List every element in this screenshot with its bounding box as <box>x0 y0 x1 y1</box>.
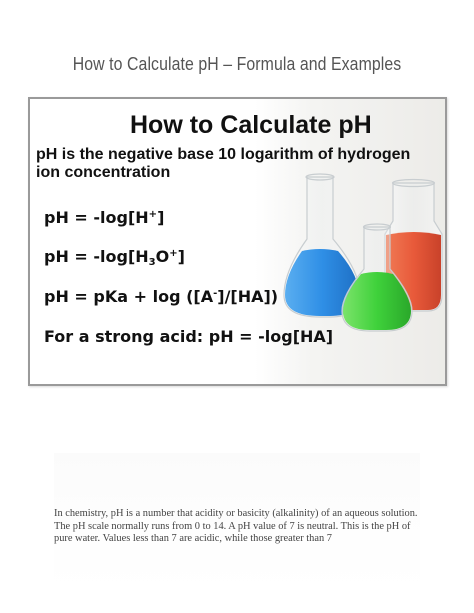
formula-henderson-hasselbalch <box>44 287 278 306</box>
formula-subscript: 3 <box>148 257 156 268</box>
formula-text: pH = pKa + log ([A <box>44 287 214 306</box>
page-title: How to Calculate pH – Formula and Examples <box>72 54 402 74</box>
formula-text: ] <box>157 208 165 227</box>
formula-ph-log-h3o <box>44 247 185 268</box>
formula-superscript: + <box>148 209 158 220</box>
formula-text: pH = -log[H <box>44 208 149 227</box>
formula-superscript: + <box>169 248 178 259</box>
formula-superscript: - <box>213 288 218 299</box>
formula-text: pH = -log[H <box>44 247 149 266</box>
formula-text: O <box>155 247 170 266</box>
formula-ph-log-h <box>44 208 164 227</box>
hero-subheading: pH is the negative base 10 logarithm of hydrogen ion concentration <box>36 146 411 181</box>
hero-heading: How to Calculate pH <box>130 111 372 139</box>
hero-image <box>28 97 447 386</box>
formula-text: ] <box>177 247 185 266</box>
formula-text: ]/[HA]) <box>217 287 279 306</box>
body-paragraph: In chemistry, pH is a number that acidity or basicity (alkalinity) of an aqueous solution. The pH scale normally runs from 0 to 14. A pH value of 7 is neutral. This is the pH of pure water. Values less than 7 are acidic, while those greater than 7 <box>54 508 418 545</box>
formula-strong-acid: For a strong acid: pH = -log[HA] <box>44 327 334 346</box>
